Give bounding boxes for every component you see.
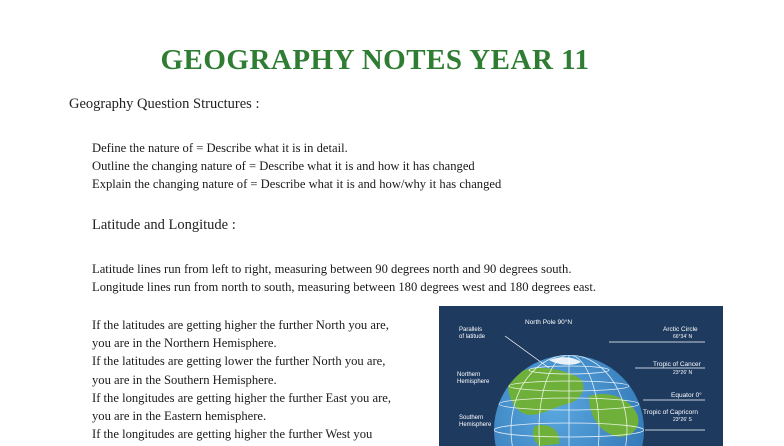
hemisphere-text	[92, 316, 391, 443]
paragraph-line: Longitude lines run from north to south, measuring between 180 degrees west and 180 degrees east.	[92, 280, 596, 295]
north-pole-label: North Pole 90°N	[525, 319, 573, 326]
definition-line: Define the nature of = Describe what it is in detail.	[92, 141, 348, 155]
latitude-longitude-heading: Latitude and Longitude :	[92, 217, 236, 233]
globe-diagram	[439, 306, 723, 446]
definition-line: Explain the changing nature of = Describe what it is and how/why it has changed	[92, 177, 502, 192]
tropic-of-cancer-degrees: 23°26′ N	[673, 370, 693, 376]
southern-hemisphere-label: Southern	[459, 415, 484, 421]
paragraph-line: you are in the Southern Hemisphere.	[92, 372, 277, 387]
globe-svg	[439, 306, 723, 446]
page-title: GEOGRAPHY NOTES YEAR 11	[160, 44, 590, 76]
paragraph-line: If the longitudes are getting higher the further West you	[92, 427, 373, 442]
definition-line: Outline the changing nature of = Describe what it is and how it has changed	[92, 159, 475, 174]
paragraph-line: If the longitudes are getting higher the further East you are,	[92, 390, 391, 405]
equator-label: Equator 0°	[671, 392, 702, 399]
paragraph-line: you are in the Northern Hemisphere.	[92, 336, 277, 351]
question-structures-heading: Geography Question Structures :	[69, 96, 260, 112]
paragraph-line: If the latitudes are getting higher the further North you are,	[92, 318, 389, 332]
northern-hemisphere-label-2: Hemisphere	[457, 379, 490, 385]
latitude-longitude-text	[92, 260, 596, 296]
tropic-of-capricorn-degrees: 23°26′ S	[673, 417, 692, 423]
arctic-circle-label: Arctic Circle	[663, 326, 698, 333]
arctic-circle-degrees: 66°34′ N	[673, 334, 693, 340]
paragraph-line: you are in the Eastern hemisphere.	[92, 409, 267, 424]
paragraph-line: Latitude lines run from left to right, measuring between 90 degrees north and 90 degrees south.	[92, 262, 572, 276]
paragraph-line: If the latitudes are getting lower the further North you are,	[92, 354, 386, 369]
tropic-of-cancer-label: Tropic of Cancer	[653, 361, 701, 368]
parallels-label-2: of latitude	[459, 334, 486, 340]
northern-hemisphere-label: Northern	[457, 372, 481, 378]
tropic-of-capricorn-label: Tropic of Capricorn	[643, 409, 699, 416]
parallels-label: Parallels	[459, 327, 483, 333]
southern-hemisphere-label-2: Hemisphere	[459, 422, 492, 428]
question-structures-list	[92, 139, 501, 194]
